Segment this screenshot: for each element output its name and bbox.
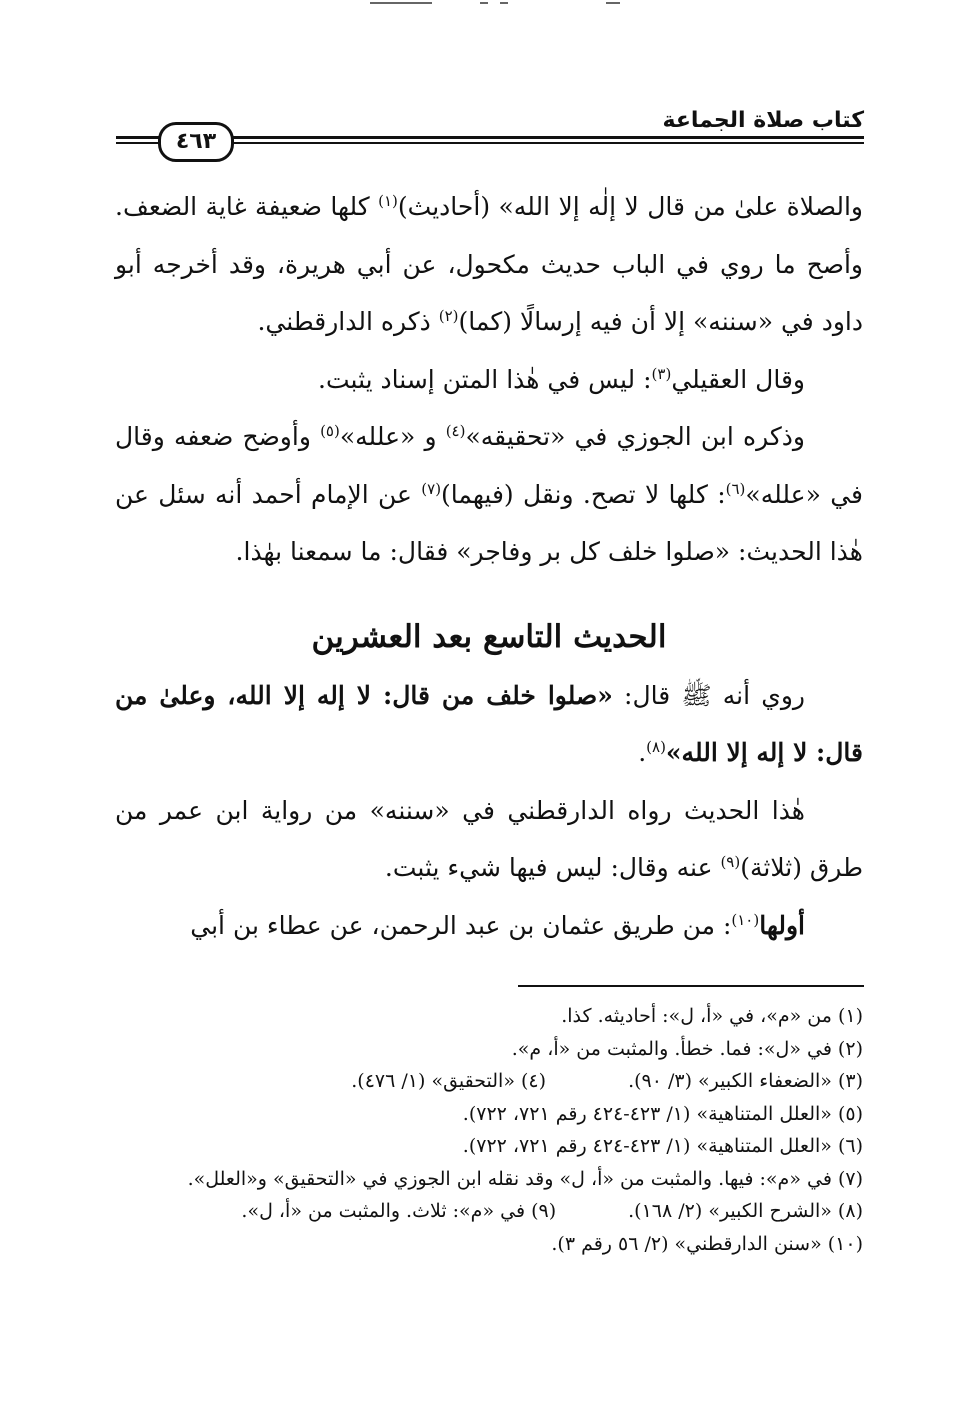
paragraph: [115, 667, 863, 782]
section-heading: الحديث التاسع بعد العشرين: [311, 618, 667, 655]
footnote-ref: (٧): [421, 479, 442, 498]
footnote-ref: (٣): [651, 364, 672, 383]
text-run: عن الإمام أحمد أنه سئل عن هٰذا الحديث: «صلوا خلف كل بر وفاجر» فقال: ما سمعنا بهٰذا.: [115, 479, 863, 566]
text-run: كلها ضعيفة غاية الضعف. وأصح ما روي في الباب حديث مكحول، عن أبي هريرة، وقد أخرجه أبو داود في «سننه» إلا أن فيه إرسالًا (كما): [115, 192, 863, 336]
footnote-ref: (٥): [320, 422, 340, 440]
footnotes: [103, 1000, 863, 1260]
text-run: : ليس في هٰذا المتن إسناد يثبت.: [318, 364, 652, 394]
footnote-pair: [103, 1065, 863, 1098]
paragraph: [115, 178, 863, 351]
footnote-ref: (١): [378, 192, 398, 210]
bold-term: أولها: [759, 910, 805, 940]
paragraph: [115, 782, 863, 897]
footnote: (١٠) «سنن الدارقطني» (٢/ ٥٦ رقم ٣).: [551, 1232, 863, 1255]
text-run: وقال العقيلي: [671, 364, 805, 394]
paragraph: [115, 897, 863, 955]
footnote: (٨) «الشرح الكبير» (٢/ ١٦٨).: [628, 1200, 863, 1222]
footnote-ref: (٢): [438, 307, 459, 325]
paragraph: [115, 408, 863, 581]
footnote-ref: (٦): [725, 479, 746, 498]
paragraph: [115, 351, 863, 409]
text-run: روي أنه ﷺ قال:: [612, 680, 805, 710]
footnote: (٩) في «م»: ثلاث. والمثبت من «أ، ل».: [241, 1200, 557, 1222]
text-run: والصلاة علىٰ من قال لا إلٰه إلا الله» (أحاديث): [397, 192, 864, 221]
text-run: ذكره الدارقطني.: [257, 307, 439, 336]
footnote-separator: [518, 985, 864, 987]
footnote-ref: (١٠): [731, 910, 760, 929]
text-run: وأوضح ضعفه وقال في «علله»: [115, 422, 863, 509]
footnote: (٥) «العلل المتناهية» (١/ ٤٢٣-٤٢٤ رقم ٧٢١، ٧٢٢).: [462, 1102, 863, 1125]
footnote: (٤) «التحقيق» (١/ ٤٧٦).: [351, 1070, 547, 1092]
footnote: (٣) «الضعفاء الكبير» (٣/ ٩٠).: [628, 1070, 863, 1092]
text-run: : من طريق عثمان بن عبد الرحمن، عن عطاء بن أبي: [190, 910, 732, 940]
footnote-ref: (٤): [445, 422, 466, 440]
footnote-ref: (٩): [720, 853, 741, 871]
text-run: عنه وقال: ليس فيها شيء يثبت.: [384, 853, 721, 882]
footnote-ref: (٨): [646, 738, 666, 756]
main-text: [115, 178, 863, 954]
text-run: : كلها لا تصح. ونقل (فيهما): [441, 479, 726, 509]
footnote: (٧) في «م»: فيها. والمثبت من «أ، ل» وقد نقله ابن الجوزي في «التحقيق» و«العلل».: [187, 1167, 863, 1190]
text-run: .: [638, 738, 647, 767]
text-run: هٰذا الحديث رواه الدارقطني في «سننه» من رواية ابن عمر من طرق (ثلاثة): [115, 795, 863, 882]
text-run: و «علله»: [339, 422, 446, 451]
hadith-quote: «صلوا خلف من قال: لا إله إلا الله، وعلىٰ من قال: لا إله إلا الله»: [115, 680, 863, 767]
footnote-pair: [103, 1195, 863, 1228]
text-run: وذكره ابن الجوزي في «تحقيقه»: [465, 422, 805, 451]
chapter-title: كتاب صلاة الجماعة: [655, 108, 864, 133]
footnote: (٢) في «ل»: فما. خطأ. والمثبت من «أ، م».: [511, 1037, 863, 1060]
running-header: [116, 108, 864, 158]
footnote: (٦) «العلل المتناهية» (١/ ٤٢٣-٤٢٤ رقم ٧٢١، ٧٢٢).: [462, 1135, 863, 1157]
page-number: ٤٦٣: [158, 122, 234, 162]
footnote: (١) من «م»، في «أ، ل»: أحاديثه. كذا.: [561, 1005, 863, 1027]
top-edge-marks: [370, 0, 640, 8]
